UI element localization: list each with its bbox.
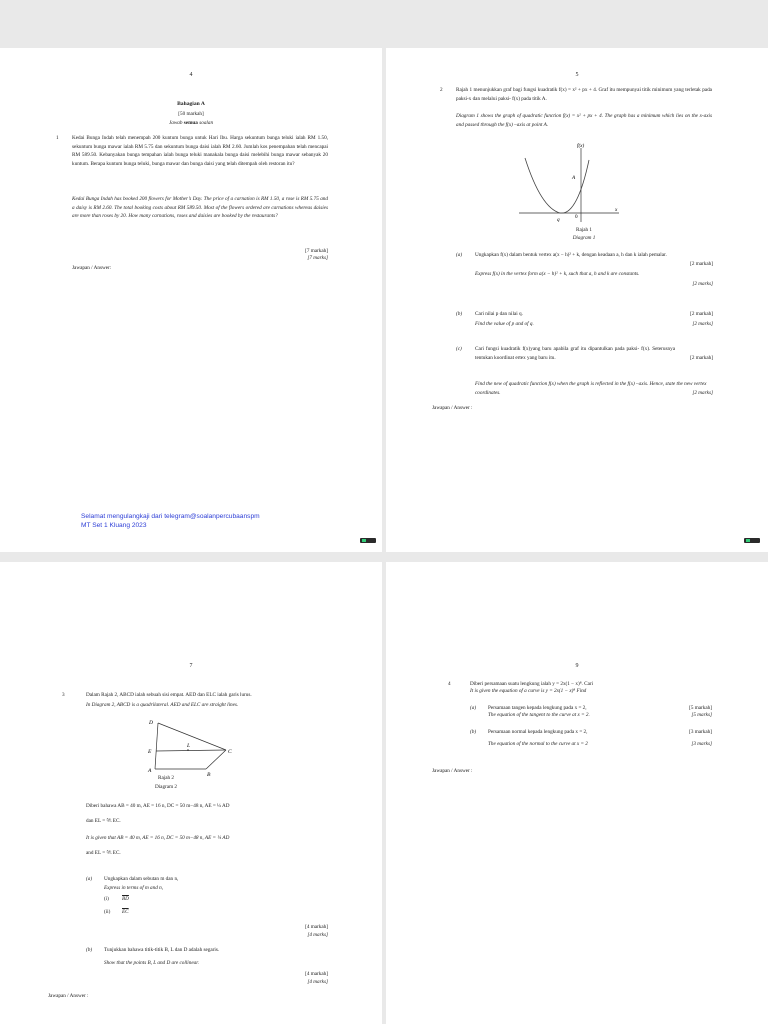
vertex-c-label: C — [228, 749, 232, 755]
answer-label: Jawapan / Answer : — [48, 993, 89, 999]
parabola-curve — [525, 158, 589, 213]
part-label: (b) — [470, 729, 477, 735]
marks-malay: [7 markah] — [305, 248, 328, 254]
part-b-marks-malay: [4 markah] — [305, 971, 328, 977]
part-a-marks-english: [4 marks] — [307, 932, 328, 938]
part-label: (b) — [456, 311, 463, 317]
diagram-caption-malay: Rajah 2 — [158, 775, 174, 781]
part-a-label: (a) — [86, 876, 93, 882]
answer-label: Jawapan / Answer: — [72, 265, 112, 271]
y-axis-label: f(x) — [577, 143, 585, 149]
part-marks-english: [5 marks] — [691, 712, 712, 718]
given-malay-1: Diberi bahawa AB = 40 m, AE = 16 n, DC = 50 m−48 n, AE = ¼ AD — [86, 803, 230, 809]
part-marks-english: [3 marks] — [691, 741, 712, 747]
part-b-label: (b) — [86, 947, 93, 953]
sub-ii-label: (ii) — [104, 909, 111, 915]
part-malay: Persamaan normal kepada lengkung pada x = 2, — [488, 729, 588, 735]
part-english: Find the value of p and of q. — [475, 321, 534, 327]
part-label: (a) — [456, 252, 463, 258]
question-intro-english: It is given the equation of a curve is y = 2x(1 − x)⁸ Find — [470, 688, 587, 694]
origin-label: 0 — [575, 214, 578, 220]
part-malay: Persamaan tangen kepada lengkung pada x = 2, — [488, 705, 587, 711]
footer-set: MT Set 1 Kluang 2023 — [81, 522, 147, 529]
question-intro-malay: Rajah 1 menunjukkan graf bagi fungsi kuadratik f(x) = x² + px + 4. Graf itu mempunyai titik minimum yang terletak pada paksi-x dan melalui paksi- f(x) pada titik A. — [456, 87, 712, 102]
part-marks-malay: [2 markah] — [690, 355, 713, 361]
part-b-marks-english: [4 marks] — [307, 979, 328, 985]
parabola-graph — [511, 138, 631, 228]
part-marks-english: [2 marks] — [692, 390, 713, 396]
section-title: Bahagian A — [177, 101, 205, 107]
given-english-2: and EL = ⅗ EC. — [86, 850, 121, 856]
section-instruction: Jawab semua soalan — [168, 120, 214, 126]
question-number: 2 — [440, 87, 443, 93]
part-marks-malay: [3 markah] — [689, 729, 712, 735]
question-intro-malay: Dalam Rajah 2, ABCD ialah sebuah sisi empat. AED dan ELC ialah garis lurus. — [86, 692, 252, 698]
part-a-marks-malay: [4 markah] — [305, 924, 328, 930]
page-number: 5 — [575, 72, 579, 78]
point-l-label: L — [187, 743, 191, 749]
sub-i-label: (i) — [104, 896, 109, 902]
sub-i-vector: $\overline{BD}$ — [122, 896, 129, 902]
question-number: 4 — [448, 681, 451, 687]
part-b-english: Show that the points B, L and D are collinear. — [104, 960, 199, 966]
page-5 — [386, 48, 768, 552]
section-marks: [50 markah] — [178, 111, 204, 117]
marks-english: [7 marks] — [307, 255, 328, 261]
part-marks-malay: [2 markah] — [690, 311, 713, 317]
page-7 — [0, 562, 382, 1024]
page-number: 9 — [575, 663, 579, 669]
diagram-caption-malay: Rajah 1 — [576, 227, 592, 233]
answer-label: Jawapan / Answer : — [432, 405, 473, 411]
point-l — [187, 749, 189, 751]
question-intro-english: Diagram 1 shows the graph of quadratic function f(x) = x² + px + 4. The graph has a minimum which lies on the x-axis and passed through the f(x) –axis at point A. — [456, 113, 712, 128]
question-number: 3 — [62, 692, 65, 698]
point-a-label: A — [572, 175, 576, 181]
line-dc — [158, 723, 226, 750]
part-marks-english: [2 marks] — [692, 321, 713, 327]
page-number: 4 — [189, 72, 193, 78]
line-ec — [156, 750, 226, 751]
part-malay: Cari nilai p dan nilai q. — [475, 311, 523, 317]
question-intro-english: In Diagram 2, ABCD is a quadrilateral. AED and ELC are straight lines. — [86, 702, 239, 708]
footer-telegram: Selamat mengulangkaji dari telegram@soalanpercubaanspm — [81, 513, 260, 520]
x-axis-label: x — [615, 207, 618, 213]
app-badge-icon — [744, 538, 760, 543]
sub-ii-vector: $\overline{EC}$ — [122, 909, 129, 915]
part-malay: Ungkapkan f(x) dalam bentuk vertex a(x − h)² + k, dengan keadaan a, h dan k ialah pemalar. — [475, 252, 667, 258]
vertex-b-label: B — [207, 772, 211, 778]
quadrilateral-diagram — [140, 713, 240, 783]
question-number: 1 — [56, 135, 59, 141]
part-malay: Cari fungsi kuadratik f(x)yang baru apabila graf itu dipantulkan pada paksi- f(x). Seterusnya tentukan koordinat ertex yang baru itu. — [475, 346, 675, 361]
part-a-malay: Ungkapkan dalam sebutan m dan n, — [104, 876, 179, 882]
diagram-caption-english: Diagram 2 — [154, 784, 178, 790]
line-bc — [206, 750, 226, 769]
part-label: (a) — [470, 705, 477, 711]
line-ad — [155, 723, 158, 769]
part-english: The equation of the normal to the curve at x = 2 — [488, 741, 588, 747]
part-marks-english: [2 marks] — [692, 281, 713, 287]
part-label: (c) — [456, 346, 462, 352]
part-english: Express f(x) in the vertex form a(x − h)² + k, such that a, h and k are constants. — [475, 271, 640, 277]
question-intro-malay: Diberi persamaan suatu lengkung ialah y = 2x(1 − x)⁸. Cari — [470, 681, 594, 687]
part-a-english: Express in terms of m and n, — [104, 885, 164, 891]
page-9 — [386, 562, 768, 1024]
vertex-d-label: D — [149, 720, 154, 726]
question-malay: Kedai Bunga Indah telah menempah 200 kuntum bunga untuk Hari Ibu. Harga sekuntum bunga teluki ialah RM 1.50, sekuntum bunga mawar ialah RM 5.75 dan sekuntum bunga daisi ialah RM 2.60. Jumlah kos penempahan telah mencapai RM 589.50. Kebanyakan bunga tempahan ialah bunga teluki manakala bunga daisi melebihi bunga mawar sebanyak 20 kuntum. Berapa kuntum bunga teluki, bunga mawar dan bunga daisi yang telah ditempah oleh restoran itu? — [72, 135, 328, 167]
part-marks-malay: [5 markah] — [689, 705, 712, 711]
diagram-caption-english: Diagram 1 — [572, 235, 596, 241]
app-badge-icon — [360, 538, 376, 543]
part-english: The equation of the tangent to the curve at x = 2. — [488, 712, 590, 718]
vertex-a-label: A — [148, 768, 152, 774]
page-number: 7 — [189, 663, 193, 669]
answer-label: Jawapan / Answer : — [432, 768, 473, 774]
point-e-label: E — [148, 749, 152, 755]
given-malay-2: dan EL = ⅗ EC. — [86, 818, 121, 824]
part-b-malay: Tunjukkan bahawa titik-titik B, L dan D adalah segaris. — [104, 947, 220, 953]
question-english: Kedai Bunga Indah has booked 200 flowers for Mother’s Day. The price of a carnation is RM 1.50, a rose is RM 5.75 and a daisy is RM 2.60. The total booking costs about RM 589.50. Most of the flowers ordered are carnations whereas daisies are more than roses by 20. How many carnations, roses and daisies are booked by the restaurants? — [72, 196, 328, 220]
given-english-1: It is given that AB = 40 m, AE = 16 n, DC = 50 m−48 n, AE = ¼ AD — [86, 835, 230, 841]
point-q-label: q — [557, 217, 560, 223]
part-english: Find the new of quadratic function f(x) when the graph is reflected in the f(x) –axis. Hence, state the new vertex coordinates. — [475, 381, 707, 396]
part-marks-malay: [2 markah] — [690, 261, 713, 267]
page-4 — [0, 48, 382, 552]
